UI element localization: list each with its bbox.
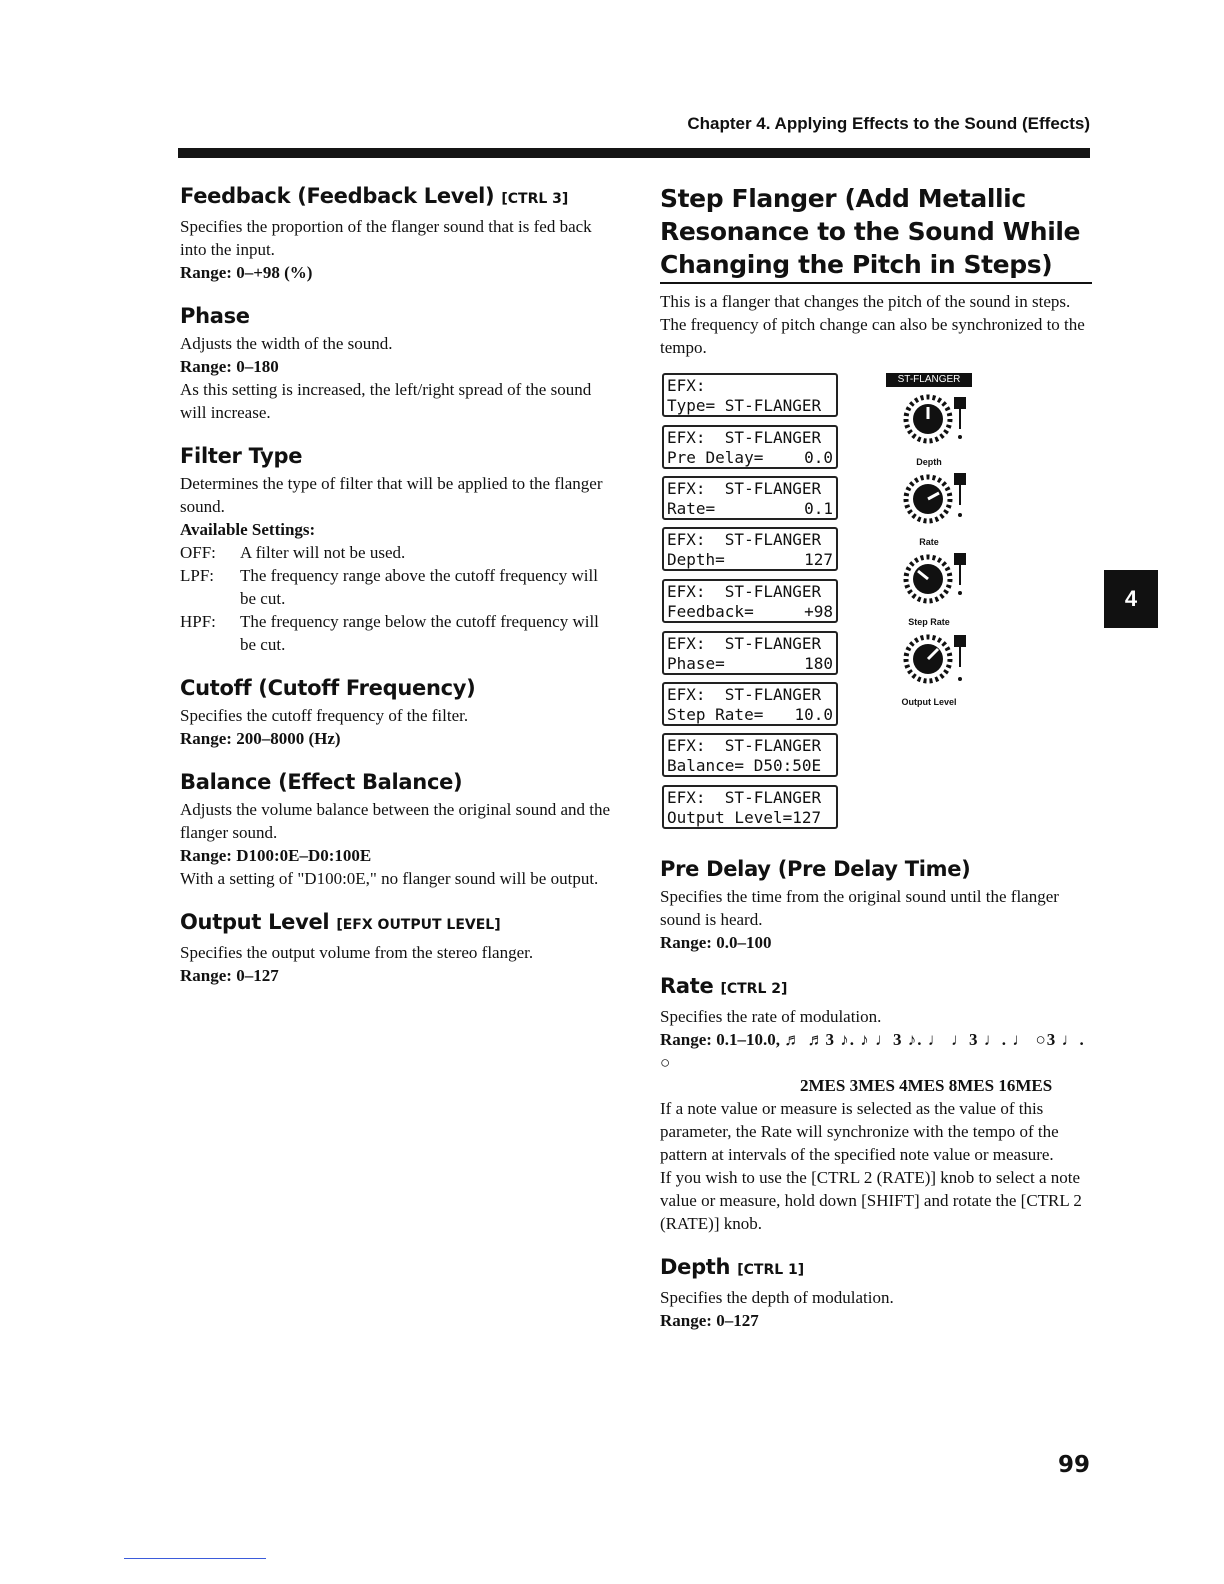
feedback-desc: Specifies the proportion of the flanger sound that is fed back into the input.	[180, 217, 592, 259]
filter-setting-lpf: LPF: The frequency range above the cutoff frequency will be cut.	[180, 566, 598, 608]
depth-range: Range: 0–127	[660, 1311, 759, 1330]
rate-section	[660, 972, 1092, 1235]
depth-knob-label: Depth	[916, 457, 942, 467]
depth-desc: Specifies the depth of modulation.	[660, 1288, 894, 1307]
chapter-header: Chapter 4. Applying Effects to the Sound (Effects)	[687, 114, 1090, 133]
lcd-screen-pre-delay: EFX: ST-FLANGER Pre Delay= 0.0	[662, 425, 838, 469]
lcd-screen-type: EFX: Type= ST-FLANGER	[662, 373, 838, 417]
right-column	[660, 182, 1092, 1350]
chapter-tab: 4	[1104, 570, 1158, 628]
lcd-screen-balance: EFX: ST-FLANGER Balance= D50:50E	[662, 733, 838, 777]
feedback-heading: Feedback (Feedback Level) [CTRL 3]	[180, 184, 569, 208]
header-rule	[178, 148, 1090, 158]
feedback-section	[180, 182, 612, 284]
pre-delay-desc: Specifies the time from the original sound until the flanger sound is heard.	[660, 887, 1059, 929]
lcd-screen-step-rate: EFX: ST-FLANGER Step Rate= 10.0	[662, 682, 838, 726]
output-level-heading: Output Level [EFX OUTPUT LEVEL]	[180, 910, 501, 934]
cutoff-range: Range: 200–8000 (Hz)	[180, 729, 341, 748]
rate-range: Range: 0.1–10.0, ♬ ♬3 ♪. ♪ ♩3 ♪. ♩ ♩3 ♩. ♩ ○3 ♩. ○	[660, 1030, 1085, 1072]
phase-heading: Phase	[180, 304, 250, 328]
lcd-screen-output-level: EFX: ST-FLANGER Output Level=127	[662, 785, 838, 829]
left-column	[180, 182, 612, 1005]
pre-delay-section	[660, 855, 1092, 954]
balance-section	[180, 768, 612, 890]
output-level-section	[180, 908, 612, 987]
pre-delay-heading: Pre Delay (Pre Delay Time)	[660, 857, 971, 881]
filter-setting-hpf: HPF: The frequency range below the cutoff frequency will be cut.	[180, 612, 599, 654]
balance-note: With a setting of "D100:0E," no flanger sound will be output.	[180, 869, 599, 888]
balance-range: Range: D100:0E–D0:100E	[180, 846, 372, 865]
filter-type-desc: Determines the type of filter that will be applied to the flanger sound.	[180, 474, 603, 516]
balance-heading: Balance (Effect Balance)	[180, 770, 463, 794]
lcd-display-area	[660, 373, 1092, 843]
feedback-range: Range: 0–+98 (%)	[180, 263, 313, 282]
lcd-screen-rate: EFX: ST-FLANGER Rate= 0.1	[662, 476, 838, 520]
depth-knob	[894, 389, 984, 469]
filter-type-heading: Filter Type	[180, 444, 303, 468]
step-flanger-intro: This is a flanger that changes the pitch of the sound in steps. The frequency of pitch change can also be synchronized to the tempo.	[660, 292, 1085, 357]
rate-desc: Specifies the rate of modulation.	[660, 1007, 882, 1026]
filter-type-section	[180, 442, 612, 656]
output-level-knob-label: Output Level	[901, 697, 957, 707]
filter-settings-list	[180, 541, 612, 656]
phase-range: Range: 0–180	[180, 357, 279, 376]
page-number: 99	[1057, 1452, 1090, 1478]
balance-desc: Adjusts the volume balance between the original sound and the flanger sound.	[180, 800, 611, 842]
rate-heading: Rate [CTRL 2]	[660, 974, 788, 998]
step-rate-knob-label: Step Rate	[908, 617, 950, 627]
footer-line	[124, 1558, 266, 1559]
output-level-range: Range: 0–127	[180, 966, 279, 985]
knob-panel-title: ST-FLANGER	[886, 373, 972, 387]
cutoff-desc: Specifies the cutoff frequency of the filter.	[180, 706, 469, 725]
lcd-screen-phase: EFX: ST-FLANGER Phase= 180	[662, 631, 838, 675]
output-level-desc: Specifies the output volume from the stereo flanger.	[180, 943, 534, 962]
rate-knob-icon	[894, 469, 984, 533]
knob-panel	[886, 373, 986, 713]
depth-knob-icon	[894, 389, 984, 453]
rate-knob-label: Rate	[919, 537, 939, 547]
rate-note-1: If a note value or measure is selected as the value of this parameter, the Rate will synchronize with the tempo of the pattern at intervals of the specified note value or measure.	[660, 1099, 1059, 1164]
note-values: ♬ ♬3 ♪. ♪ ♩3 ♪. ♩ ♩3 ♩. ♩ ○3 ♩. ○	[660, 1030, 1085, 1072]
phase-desc: Adjusts the width of the sound.	[180, 334, 393, 353]
lcd-screen-feedback: EFX: ST-FLANGER Feedback= +98	[662, 579, 838, 623]
filter-setting-off: OFF: A filter will not be used.	[180, 543, 406, 562]
step-rate-knob	[894, 549, 984, 629]
phase-note: As this setting is increased, the left/right spread of the sound will increase.	[180, 380, 592, 422]
output-level-knob-icon	[894, 629, 984, 693]
filter-available-label: Available Settings:	[180, 520, 316, 539]
cutoff-section	[180, 674, 612, 750]
depth-section	[660, 1253, 1092, 1332]
phase-section	[180, 302, 612, 424]
depth-heading: Depth [CTRL 1]	[660, 1255, 805, 1279]
step-rate-knob-icon	[894, 549, 984, 613]
lcd-screen-depth: EFX: ST-FLANGER Depth= 127	[662, 527, 838, 571]
step-flanger-title: Step Flanger (Add Metallic Resonance to the Sound While Changing the Pitch in Steps)	[660, 182, 1092, 284]
rate-note-2: If you wish to use the [CTRL 2 (RATE)] knob to select a note value or measure, hold down [SHIFT] and rotate the [CTRL 2 (RATE)] knob.	[660, 1168, 1082, 1233]
rate-knob	[894, 469, 984, 549]
rate-range-measures: 2MES 3MES 4MES 8MES 16MES	[800, 1076, 1053, 1095]
output-level-knob	[894, 629, 984, 709]
cutoff-heading: Cutoff (Cutoff Frequency)	[180, 676, 476, 700]
pre-delay-range: Range: 0.0–100	[660, 933, 772, 952]
